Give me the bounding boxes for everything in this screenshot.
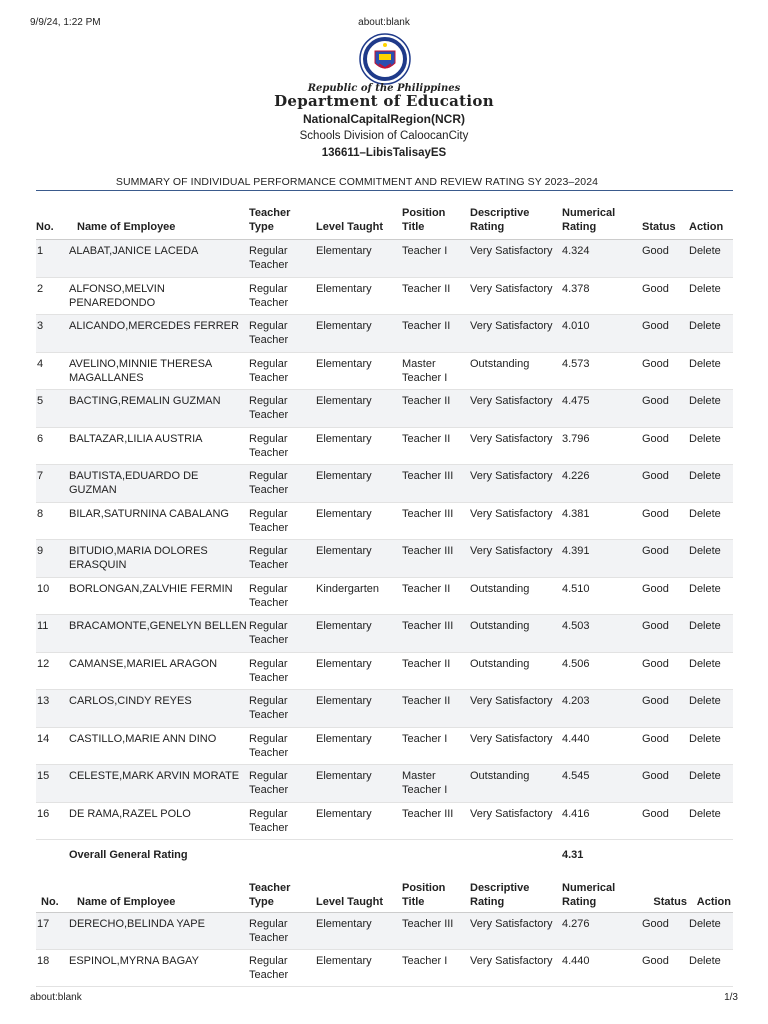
delete-button[interactable]: Delete — [689, 427, 733, 465]
delete-button[interactable]: Delete — [689, 277, 733, 315]
level-taught: Elementary — [316, 352, 402, 390]
status-value: Good — [642, 765, 689, 803]
delete-button[interactable]: Delete — [689, 690, 733, 728]
status-value: Good — [642, 540, 689, 578]
col-type: Teacher Type — [249, 206, 316, 240]
numerical-rating: 3.796 — [562, 427, 642, 465]
col-numerical: Numerical Rating — [562, 206, 642, 240]
numerical-rating: 4.440 — [562, 950, 642, 987]
descriptive-rating: Very Satisfactory — [470, 465, 562, 503]
teacher-type: Regular Teacher — [249, 765, 316, 803]
teacher-type: Regular Teacher — [249, 913, 316, 950]
col-no: No. — [36, 881, 61, 913]
level-taught: Elementary — [316, 427, 402, 465]
teacher-type: Regular Teacher — [249, 950, 316, 987]
status-value: Good — [642, 240, 689, 278]
col-numerical: Numerical Rating — [562, 881, 642, 913]
numerical-rating: 4.510 — [562, 577, 642, 615]
descriptive-rating: Very Satisfactory — [470, 727, 562, 765]
descriptive-rating: Very Satisfactory — [470, 540, 562, 578]
row-number: 4 — [36, 352, 61, 390]
teacher-type: Regular Teacher — [249, 652, 316, 690]
status-value: Good — [642, 315, 689, 353]
descriptive-rating: Very Satisfactory — [470, 277, 562, 315]
position-title: Teacher II — [402, 390, 470, 428]
teacher-type: Regular Teacher — [249, 502, 316, 540]
delete-button[interactable]: Delete — [689, 577, 733, 615]
position-title: Teacher III — [402, 465, 470, 503]
teacher-type: Regular Teacher — [249, 540, 316, 578]
employee-name: CAMANSE,MARIEL ARAGON — [61, 652, 249, 690]
row-number: 3 — [36, 315, 61, 353]
status-value: Good — [642, 802, 689, 840]
delete-button[interactable]: Delete — [689, 615, 733, 653]
table-row — [36, 690, 733, 728]
table-row — [36, 427, 733, 465]
position-title: Teacher II — [402, 277, 470, 315]
table-row — [36, 352, 733, 390]
position-title: Teacher III — [402, 502, 470, 540]
descriptive-rating: Very Satisfactory — [470, 502, 562, 540]
employee-name: BILAR,SATURNINA CABALANG — [61, 502, 249, 540]
delete-button[interactable]: Delete — [689, 727, 733, 765]
teacher-type: Regular Teacher — [249, 577, 316, 615]
col-descriptive: Descriptive Rating — [470, 206, 562, 240]
employee-name: DE RAMA,RAZEL POLO — [61, 802, 249, 840]
descriptive-rating: Very Satisfactory — [470, 390, 562, 428]
numerical-rating: 4.503 — [562, 615, 642, 653]
status-value: Good — [642, 352, 689, 390]
position-title: Teacher III — [402, 802, 470, 840]
teacher-type: Regular Teacher — [249, 315, 316, 353]
overall-value: 4.31 — [562, 840, 642, 870]
table-header-row — [36, 206, 733, 240]
employee-name: CASTILLO,MARIE ANN DINO — [61, 727, 249, 765]
status-value: Good — [642, 615, 689, 653]
numerical-rating: 4.010 — [562, 315, 642, 353]
numerical-rating: 4.324 — [562, 240, 642, 278]
status-value: Good — [642, 652, 689, 690]
employee-name: BORLONGAN,ZALVHIE FERMIN — [61, 577, 249, 615]
row-number: 2 — [36, 277, 61, 315]
numerical-rating: 4.440 — [562, 727, 642, 765]
table-row — [36, 652, 733, 690]
col-name: Name of Employee — [61, 881, 249, 913]
table-row — [36, 615, 733, 653]
numerical-rating: 4.276 — [562, 913, 642, 950]
position-title: Teacher II — [402, 690, 470, 728]
teacher-type: Regular Teacher — [249, 690, 316, 728]
level-taught: Elementary — [316, 652, 402, 690]
row-number: 7 — [36, 465, 61, 503]
employee-name: ALICANDO,MERCEDES FERRER — [61, 315, 249, 353]
numerical-rating: 4.416 — [562, 802, 642, 840]
delete-button[interactable]: Delete — [689, 652, 733, 690]
employee-name: CARLOS,CINDY REYES — [61, 690, 249, 728]
teacher-type: Regular Teacher — [249, 802, 316, 840]
employee-name: ALFONSO,MELVIN PENAREDONDO — [61, 277, 249, 315]
employee-name: CELESTE,MARK ARVIN MORATE — [61, 765, 249, 803]
status-value: Good — [642, 913, 689, 950]
col-no: No. — [36, 206, 61, 240]
print-header — [30, 17, 738, 31]
delete-button[interactable]: Delete — [689, 765, 733, 803]
col-position: Position Title — [402, 881, 470, 913]
level-taught: Elementary — [316, 690, 402, 728]
summary-title: SUMMARY OF INDIVIDUAL PERFORMANCE COMMITMENT AND REVIEW RATING SY 2023–2024 — [115, 176, 599, 188]
col-action: Action — [689, 206, 733, 240]
row-number: 18 — [36, 950, 61, 987]
descriptive-rating: Very Satisfactory — [470, 913, 562, 950]
table-row — [36, 240, 733, 278]
status-value: Good — [642, 465, 689, 503]
teacher-type: Regular Teacher — [249, 615, 316, 653]
descriptive-rating: Very Satisfactory — [470, 240, 562, 278]
numerical-rating: 4.573 — [562, 352, 642, 390]
level-taught: Elementary — [316, 502, 402, 540]
page-number: 1/3 — [724, 992, 738, 1003]
row-number: 5 — [36, 390, 61, 428]
table-row — [36, 765, 733, 803]
level-taught: Elementary — [316, 727, 402, 765]
col-descriptive: Descriptive Rating — [470, 881, 562, 913]
delete-button[interactable]: Delete — [689, 950, 733, 987]
descriptive-rating: Very Satisfactory — [470, 690, 562, 728]
teacher-type: Regular Teacher — [249, 277, 316, 315]
teacher-type: Regular Teacher — [249, 465, 316, 503]
delete-button[interactable]: Delete — [689, 502, 733, 540]
employee-name: ESPINOL,MYRNA BAGAY — [61, 950, 249, 987]
numerical-rating: 4.506 — [562, 652, 642, 690]
descriptive-rating: Very Satisfactory — [470, 802, 562, 840]
descriptive-rating: Very Satisfactory — [470, 315, 562, 353]
descriptive-rating: Outstanding — [470, 765, 562, 803]
level-taught: Elementary — [316, 950, 402, 987]
position-title: Teacher II — [402, 427, 470, 465]
numerical-rating: 4.475 — [562, 390, 642, 428]
numerical-rating: 4.545 — [562, 765, 642, 803]
numerical-rating: 4.203 — [562, 690, 642, 728]
table-row — [36, 727, 733, 765]
level-taught: Kindergarten — [316, 577, 402, 615]
status-value: Good — [642, 577, 689, 615]
level-taught: Elementary — [316, 765, 402, 803]
numerical-rating: 4.226 — [562, 465, 642, 503]
teacher-type: Regular Teacher — [249, 240, 316, 278]
level-taught: Elementary — [316, 465, 402, 503]
position-title: Teacher III — [402, 540, 470, 578]
position-title: Teacher I — [402, 240, 470, 278]
level-taught: Elementary — [316, 615, 402, 653]
col-type: Teacher Type — [249, 881, 316, 913]
row-number: 16 — [36, 802, 61, 840]
teacher-type: Regular Teacher — [249, 727, 316, 765]
descriptive-rating: Outstanding — [470, 615, 562, 653]
level-taught: Elementary — [316, 315, 402, 353]
row-number: 1 — [36, 240, 61, 278]
employee-name: BRACAMONTE,GENELYN BELLEN — [61, 615, 249, 653]
level-taught: Elementary — [316, 240, 402, 278]
republic-line: Republic of the Philippines — [307, 83, 461, 94]
employee-name: AVELINO,MINNIE THERESA MAGALLANES — [61, 352, 249, 390]
position-title: Teacher II — [402, 315, 470, 353]
table-row — [36, 577, 733, 615]
division-name: Schools Division of CaloocanCity — [299, 130, 469, 142]
descriptive-rating: Outstanding — [470, 577, 562, 615]
deped-seal-icon — [359, 33, 411, 85]
employee-name: BITUDIO,MARIA DOLORES ERASQUIN — [61, 540, 249, 578]
position-title: Master Teacher I — [402, 765, 470, 803]
delete-button[interactable]: Delete — [689, 352, 733, 390]
employee-name: BACTING,REMALIN GUZMAN — [61, 390, 249, 428]
title-divider — [36, 190, 733, 191]
table-row — [36, 390, 733, 428]
row-number: 9 — [36, 540, 61, 578]
row-number: 8 — [36, 502, 61, 540]
col-action: Action — [689, 881, 733, 913]
level-taught: Elementary — [316, 390, 402, 428]
row-number: 6 — [36, 427, 61, 465]
position-title: Teacher I — [402, 727, 470, 765]
status-value: Good — [642, 690, 689, 728]
delete-button[interactable]: Delete — [689, 913, 733, 950]
row-number: 14 — [36, 727, 61, 765]
status-value: Good — [642, 427, 689, 465]
print-url: about:blank — [358, 17, 410, 28]
table-row — [36, 277, 733, 315]
table-row — [36, 913, 733, 950]
level-taught: Elementary — [316, 913, 402, 950]
position-title: Teacher II — [402, 577, 470, 615]
descriptive-rating: Outstanding — [470, 352, 562, 390]
status-value: Good — [642, 727, 689, 765]
col-level: Level Taught — [316, 881, 402, 913]
rating-table — [36, 206, 733, 869]
delete-button[interactable]: Delete — [689, 802, 733, 840]
delete-button[interactable]: Delete — [689, 465, 733, 503]
teacher-type: Regular Teacher — [249, 390, 316, 428]
delete-button[interactable]: Delete — [689, 240, 733, 278]
col-name: Name of Employee — [61, 206, 249, 240]
overall-rating-row — [36, 840, 733, 870]
row-number: 10 — [36, 577, 61, 615]
department-name: Department of Education — [274, 92, 494, 110]
col-status: Status — [642, 206, 689, 240]
print-footer — [30, 992, 738, 1006]
table-row — [36, 540, 733, 578]
row-number: 13 — [36, 690, 61, 728]
position-title: Master Teacher I — [402, 352, 470, 390]
col-status: Status — [642, 881, 689, 913]
table-row — [36, 502, 733, 540]
delete-button[interactable]: Delete — [689, 315, 733, 353]
numerical-rating: 4.378 — [562, 277, 642, 315]
table-row — [36, 950, 733, 987]
level-taught: Elementary — [316, 540, 402, 578]
table-row — [36, 802, 733, 840]
table-row — [36, 465, 733, 503]
overall-label: Overall General Rating — [61, 840, 562, 870]
status-value: Good — [642, 950, 689, 987]
table-header-row — [36, 881, 733, 913]
employee-name: BAUTISTA,EDUARDO DE GUZMAN — [61, 465, 249, 503]
level-taught: Elementary — [316, 802, 402, 840]
descriptive-rating: Very Satisfactory — [470, 950, 562, 987]
school-name: 136611–LibisTalisayES — [321, 147, 447, 159]
table-row — [36, 315, 733, 353]
row-number: 11 — [36, 615, 61, 653]
employee-name: ALABAT,JANICE LACEDA — [61, 240, 249, 278]
position-title: Teacher III — [402, 615, 470, 653]
delete-button[interactable]: Delete — [689, 540, 733, 578]
delete-button[interactable]: Delete — [689, 390, 733, 428]
rating-table-continued — [36, 881, 733, 987]
status-value: Good — [642, 277, 689, 315]
row-number: 17 — [36, 913, 61, 950]
numerical-rating: 4.391 — [562, 540, 642, 578]
descriptive-rating: Very Satisfactory — [470, 427, 562, 465]
employee-name: DERECHO,BELINDA YAPE — [61, 913, 249, 950]
row-number: 15 — [36, 765, 61, 803]
row-number: 12 — [36, 652, 61, 690]
status-value: Good — [642, 390, 689, 428]
print-datetime: 9/9/24, 1:22 PM — [30, 17, 101, 28]
employee-name: BALTAZAR,LILIA AUSTRIA — [61, 427, 249, 465]
numerical-rating: 4.381 — [562, 502, 642, 540]
status-value: Good — [642, 502, 689, 540]
position-title: Teacher I — [402, 950, 470, 987]
teacher-type: Regular Teacher — [249, 427, 316, 465]
teacher-type: Regular Teacher — [249, 352, 316, 390]
position-title: Teacher II — [402, 652, 470, 690]
col-level: Level Taught — [316, 206, 402, 240]
descriptive-rating: Outstanding — [470, 652, 562, 690]
footer-url: about:blank — [30, 992, 82, 1003]
position-title: Teacher III — [402, 913, 470, 950]
region-name: NationalCapitalRegion(NCR) — [303, 112, 465, 126]
level-taught: Elementary — [316, 277, 402, 315]
col-position: Position Title — [402, 206, 470, 240]
